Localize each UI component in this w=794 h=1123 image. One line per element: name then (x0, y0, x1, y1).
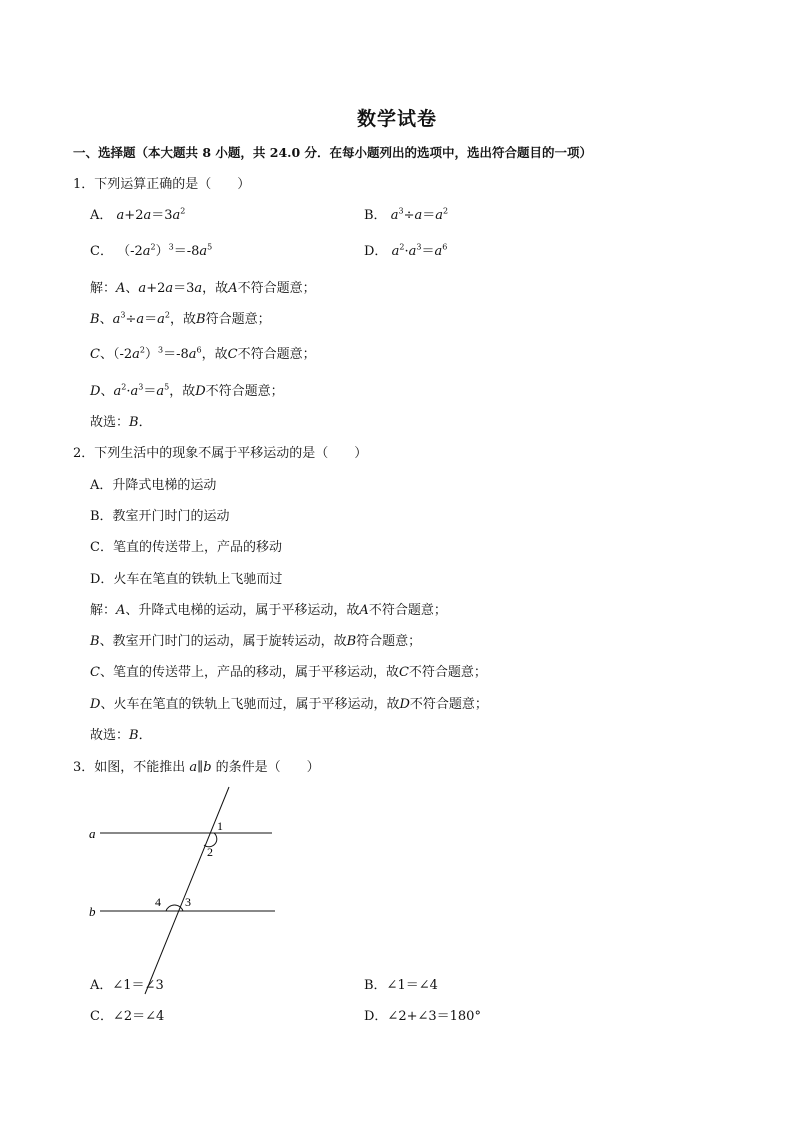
q2-option-c: C．笔直的传送带上，产品的移动 (90, 540, 282, 555)
q2-option-a: A．升降式电梯的运动 (90, 478, 217, 493)
q1-stem: 1．下列运算正确的是（ ） (73, 177, 251, 192)
label-angle-3: 3 (185, 895, 191, 909)
q2-option-d: D．火车在笔直的铁轨上飞驰而过 (90, 572, 283, 587)
q1-option-d: D． $a^2\cdot a^3=a^6$ (364, 242, 448, 259)
q1-solution-line-3: C、$(-2a^2)^3=-8a^6$，故C不符合题意； (90, 345, 316, 362)
q2-solution-line-1: 解：A、升降式电梯的运动，属于平移运动，故A不符合题意； (90, 603, 447, 618)
q3-option-d: D．∠2+∠3＝180° (364, 1009, 481, 1024)
q2-solution-line-3: C、笔直的传送带上，产品的移动，属于平移运动，故C不符合题意； (90, 665, 487, 680)
q3-stem: 3．如图，不能推出 a∥b 的条件是（ ） (73, 760, 320, 775)
q1-option-c: C． $(-2a^2)^3=-8a^5$ (90, 242, 213, 259)
q1-solution-line-1: 解：A、a+2a＝3a，故A不符合题意； (90, 281, 316, 296)
q3-option-b: B．∠1＝∠4 (364, 978, 438, 993)
q3-option-c: C．∠2＝∠4 (90, 1009, 165, 1024)
q1-answer: 故选：B． (90, 415, 152, 430)
q1-solution-line-2: B、$a^3\div a=a^2$，故B符合题意； (90, 310, 271, 327)
q2-stem: 2．下列生活中的现象不属于平移运动的是（ ） (73, 446, 368, 461)
label-angle-2: 2 (207, 845, 213, 859)
q1-solution-line-4: D、$a^2\cdot a^3=a^5$，故D不符合题意； (90, 382, 284, 399)
q1-option-b: B． $a^3\div a=a^2$ (364, 206, 449, 223)
q2-solution-line-2: B、教室开门时门的运动，属于旋转运动，故B符合题意； (90, 634, 422, 649)
page-title: 数学试卷 (356, 108, 437, 130)
q2-option-b: B．教室开门时门的运动 (90, 509, 230, 524)
section-heading: 一、选择题（本大题共 8 小题，共 24.0 分．在每小题列出的选项中，选出符合题目的一项） (73, 145, 593, 160)
label-angle-1: 1 (217, 819, 223, 833)
q2-answer: 故选：B． (90, 728, 152, 743)
label-b: b (89, 904, 96, 919)
q1-option-a: A． $a+2a=3a^2$ (90, 206, 186, 223)
q2-solution-line-4: D、火车在笔直的铁轨上飞驰而过，属于平移运动，故D不符合题意； (90, 697, 488, 712)
label-angle-4: 4 (155, 895, 161, 909)
q3-option-a: A．∠1＝∠3 (90, 978, 164, 993)
label-a: a (89, 826, 96, 841)
